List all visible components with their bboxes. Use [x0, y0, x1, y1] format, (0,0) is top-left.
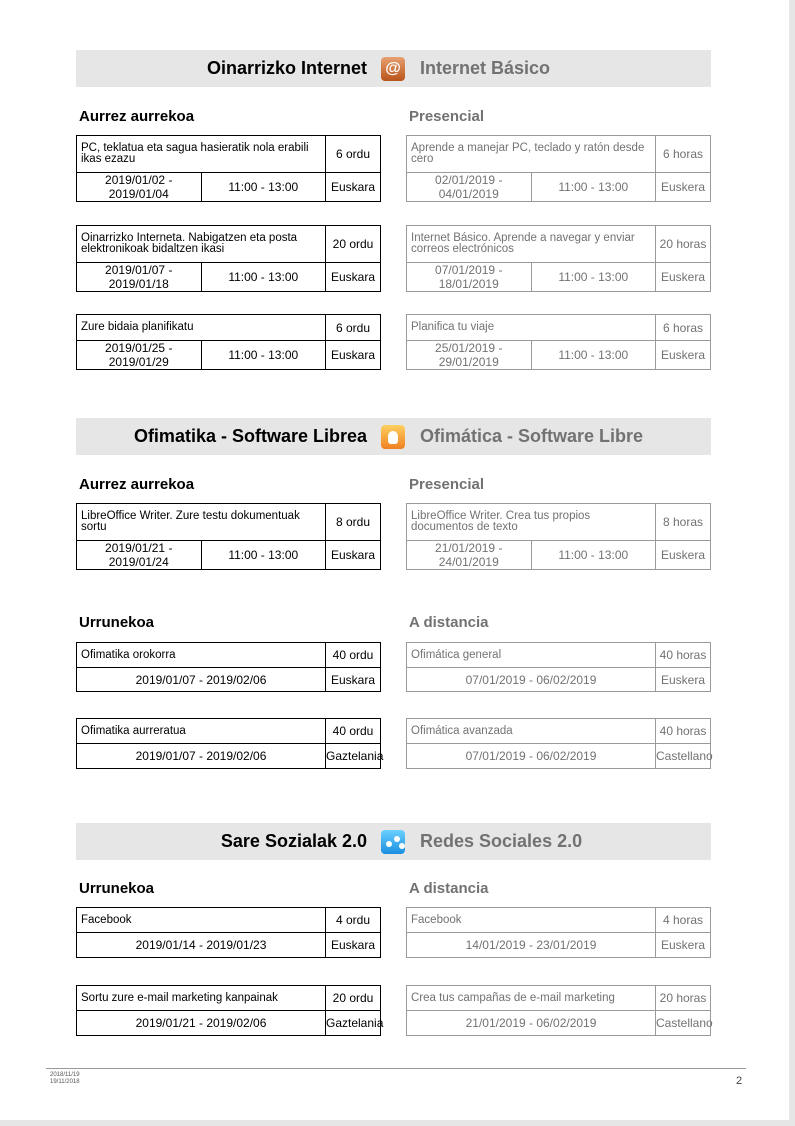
course-hours: 40 ordu — [326, 719, 381, 744]
group-heading-es: Presencial — [409, 476, 485, 493]
course-time: 11:00 - 13:00 — [531, 263, 656, 292]
course-card — [406, 135, 711, 202]
course-language: Euskera — [656, 668, 711, 692]
course-card — [76, 642, 381, 692]
course-language: Euskara — [326, 668, 381, 692]
course-hours: 6 horas — [656, 315, 711, 341]
group-heading-eu: Urrunekoa — [79, 614, 155, 631]
course-title: Ofimatika aurreratua — [77, 719, 326, 744]
course-title: Crea tus campañas de e-mail marketing — [407, 986, 656, 1011]
group-heading-es: Presencial — [409, 108, 485, 125]
section-title-eu: Oinarrizko Internet — [206, 58, 367, 78]
course-language: Gaztelania — [326, 1011, 381, 1036]
course-card — [406, 718, 711, 769]
course-language: Euskara — [326, 933, 381, 958]
course-hours: 40 horas — [656, 719, 711, 744]
course-card — [406, 225, 711, 292]
course-card — [76, 907, 381, 958]
course-card — [76, 225, 381, 292]
course-language: Euskera — [656, 341, 711, 370]
footer-date-eu: 2018/11/19 — [50, 1072, 80, 1078]
course-language: Euskera — [656, 173, 711, 202]
course-dates: 21/01/2019 - 24/01/2019 — [407, 541, 532, 570]
course-card — [76, 314, 381, 370]
section-title-es: Internet Básico — [420, 58, 551, 78]
group-heading-es: A distancia — [409, 880, 489, 897]
course-language: Euskara — [326, 263, 381, 292]
course-title: Ofimática avanzada — [407, 719, 656, 744]
section-title-eu: Sare Sozialak 2.0 — [220, 831, 367, 851]
course-hours: 8 horas — [656, 504, 711, 541]
course-card — [406, 314, 711, 370]
course-time: 11:00 - 13:00 — [201, 541, 326, 570]
course-title: LibreOffice Writer. Crea tus propios documentos de texto — [407, 504, 656, 541]
section-header — [76, 50, 711, 87]
course-card — [76, 718, 384, 769]
course-dates: 2019/01/07 - 2019/02/06 — [77, 668, 326, 692]
course-title: Zure bidaia planifikatu — [77, 315, 326, 341]
footer-divider — [46, 1068, 746, 1069]
course-dates: 2019/01/21 - 2019/01/24 — [77, 541, 202, 570]
course-dates: 2019/01/02 - 2019/01/04 — [77, 173, 202, 202]
course-language: Euskara — [326, 541, 381, 570]
course-title: Internet Básico. Aprende a navegar y enviar correos electrónicos — [407, 226, 656, 263]
course-card — [406, 985, 711, 1036]
course-language: Castellano — [656, 744, 711, 769]
libreoffice-icon — [381, 425, 405, 449]
course-hours: 6 ordu — [326, 136, 381, 173]
course-time: 11:00 - 13:00 — [201, 263, 326, 292]
footer-dates — [50, 1072, 80, 1086]
course-language: Euskara — [326, 341, 381, 370]
group-heading-eu: Aurrez aurrekoa — [79, 108, 195, 125]
course-dates: 07/01/2019 - 18/01/2019 — [407, 263, 532, 292]
course-title: Ofimatika orokorra — [77, 643, 326, 668]
course-time: 11:00 - 13:00 — [531, 541, 656, 570]
course-language: Euskara — [326, 173, 381, 202]
group-heading-eu: Urrunekoa — [79, 880, 155, 897]
course-title: LibreOffice Writer. Zure testu dokumentuak sortu — [77, 504, 326, 541]
section-header — [76, 418, 711, 455]
course-dates: 02/01/2019 - 04/01/2019 — [407, 173, 532, 202]
section-title-es: Ofimática - Software Libre — [420, 426, 644, 446]
course-hours: 4 horas — [656, 908, 711, 933]
course-card — [76, 503, 381, 570]
course-time: 11:00 - 13:00 — [201, 173, 326, 202]
social-network-icon — [381, 830, 405, 854]
at-icon: @ — [381, 57, 405, 81]
course-language: Castellano — [656, 1011, 711, 1036]
course-dates: 14/01/2019 - 23/01/2019 — [407, 933, 656, 958]
course-time: 11:00 - 13:00 — [531, 173, 656, 202]
course-hours: 6 ordu — [326, 315, 381, 341]
course-language: Euskera — [656, 541, 711, 570]
course-card — [76, 985, 384, 1036]
course-title: Facebook — [77, 908, 326, 933]
course-card — [406, 907, 711, 958]
course-card — [76, 135, 381, 202]
section-header — [76, 823, 711, 860]
course-hours: 8 ordu — [326, 504, 381, 541]
group-heading-eu: Aurrez aurrekoa — [79, 476, 195, 493]
course-time: 11:00 - 13:00 — [531, 341, 656, 370]
course-hours: 20 horas — [656, 986, 711, 1011]
course-title: Oinarrizko Interneta. Nabigatzen eta posta elektronikoak bidaltzen ikasi — [77, 226, 326, 263]
course-card — [406, 642, 711, 692]
course-hours: 6 horas — [656, 136, 711, 173]
section-title-es: Redes Sociales 2.0 — [420, 831, 583, 851]
course-dates: 2019/01/21 - 2019/02/06 — [77, 1011, 326, 1036]
course-dates: 25/01/2019 - 29/01/2019 — [407, 341, 532, 370]
course-title: Ofimática general — [407, 643, 656, 668]
course-hours: 20 ordu — [326, 226, 381, 263]
course-dates: 07/01/2019 - 06/02/2019 — [407, 744, 656, 769]
page-number: 2 — [736, 1075, 743, 1087]
course-language: Euskera — [656, 933, 711, 958]
course-dates: 2019/01/07 - 2019/01/18 — [77, 263, 202, 292]
course-dates: 21/01/2019 - 06/02/2019 — [407, 1011, 656, 1036]
course-dates: 2019/01/07 - 2019/02/06 — [77, 744, 326, 769]
course-time: 11:00 - 13:00 — [201, 341, 326, 370]
course-hours: 20 horas — [656, 226, 711, 263]
course-hours: 40 ordu — [326, 643, 381, 668]
course-title: PC, teklatua eta sagua hasieratik nola erabili ikas ezazu — [77, 136, 326, 173]
course-hours: 4 ordu — [326, 908, 381, 933]
course-language: Gaztelania — [326, 744, 381, 769]
course-language: Euskera — [656, 263, 711, 292]
course-dates: 2019/01/14 - 2019/01/23 — [77, 933, 326, 958]
course-title: Aprende a manejar PC, teclado y ratón desde cero — [407, 136, 656, 173]
section-title-eu: Ofimatika - Software Librea — [133, 426, 367, 446]
course-dates: 07/01/2019 - 06/02/2019 — [407, 668, 656, 692]
footer-date-es: 19/11/2018 — [50, 1079, 80, 1085]
course-title: Sortu zure e-mail marketing kanpainak — [77, 986, 326, 1011]
course-title: Facebook — [407, 908, 656, 933]
course-card — [406, 503, 711, 570]
course-dates: 2019/01/25 - 2019/01/29 — [77, 341, 202, 370]
course-hours: 40 horas — [656, 643, 711, 668]
course-hours: 20 ordu — [326, 986, 381, 1011]
course-title: Planifica tu viaje — [407, 315, 656, 341]
group-heading-es: A distancia — [409, 614, 489, 631]
